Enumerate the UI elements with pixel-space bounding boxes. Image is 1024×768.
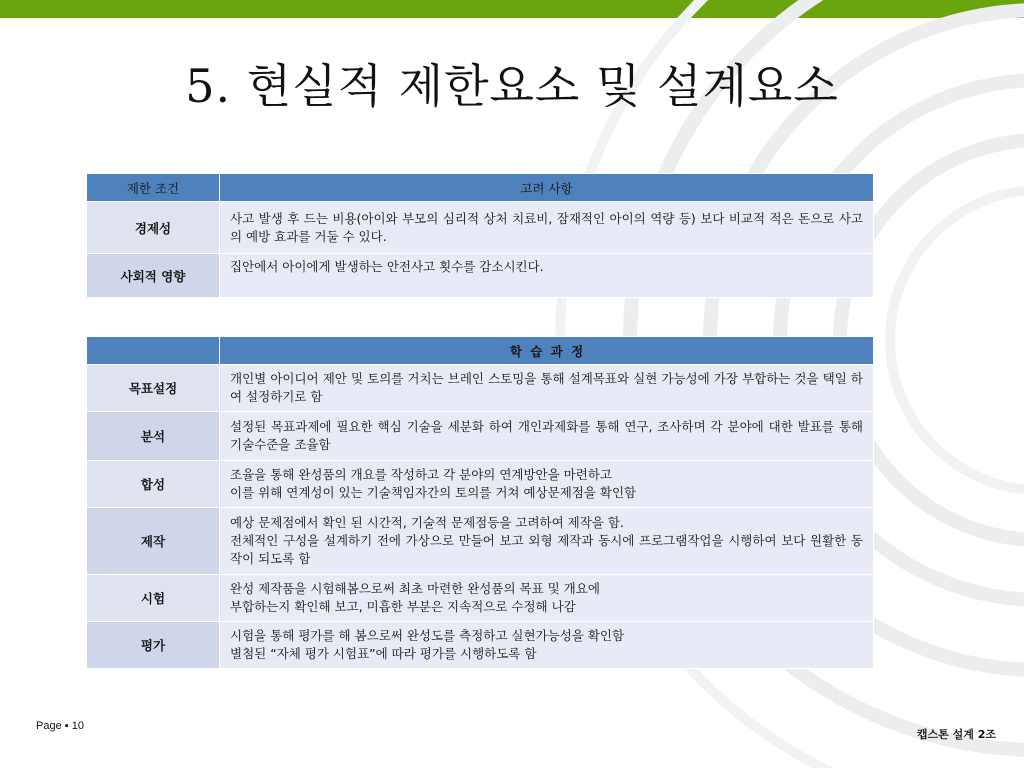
description-line: 별첨된 “자체 평가 시험표”에 따라 평가를 시행하도록 함	[230, 646, 537, 661]
table-row	[87, 254, 874, 298]
table-header-row	[87, 174, 874, 202]
description-line: 조율을 통해 완성품의 개요를 작성하고 각 분야의 연계방안을 마련하고	[230, 467, 612, 482]
row-description	[220, 622, 874, 669]
page-title: 5. 현실적 제한요소 및 설계요소	[185, 59, 839, 113]
description-line: 예상 문제점에서 확인 된 시간적, 기술적 문제점등을 고려하여 제작을 함.	[230, 515, 624, 530]
description-line: 완성 제작품을 시험해봄으로써 최초 마련한 완성품의 목표 및 개요에	[230, 581, 600, 596]
column-header: 고려 사항	[220, 174, 874, 202]
row-description	[220, 412, 874, 461]
row-description	[220, 461, 874, 508]
description-line: 개인별 아이디어 제안 및 토의를 거치는 브레인 스토밍을 통해 설계목표와 실현 가능성에 가장 부합하는 것을 택일 하여 설정하기로 함	[230, 371, 863, 404]
description-line: 설정된 목표과제에 필요한 핵심 기술을 세분화 하여 개인과제화를 통해 연구, 조사하며 각 분야에 대한 발표를 통해 기술수준을 조율함	[230, 419, 863, 452]
row-label: 평가	[87, 622, 220, 669]
team-name: 캡스톤 설계 2조	[916, 728, 996, 741]
column-header	[87, 337, 220, 365]
table-row	[87, 575, 874, 622]
row-description	[220, 202, 874, 254]
bullet-icon: ▪	[64, 720, 69, 732]
table-row	[87, 508, 874, 575]
row-label: 시험	[87, 575, 220, 622]
table-row	[87, 365, 874, 412]
page-footer	[36, 720, 84, 732]
row-description	[220, 254, 874, 298]
learning-process-table	[86, 336, 874, 669]
row-label: 분석	[87, 412, 220, 461]
row-label: 목표설정	[87, 365, 220, 412]
column-header: 제한 조건	[87, 174, 220, 202]
table-header-row	[87, 337, 874, 365]
table-row	[87, 412, 874, 461]
description-line: 부합하는지 확인해 보고, 미흡한 부분은 지속적으로 수정해 나감	[230, 599, 576, 614]
page-label: Page	[36, 720, 62, 732]
row-description	[220, 575, 874, 622]
page-number: 10	[71, 720, 84, 732]
description-line: 시험을 통해 평가를 해 봄으로써 완성도를 측정하고 실현가능성을 확인함	[230, 628, 625, 643]
description-line: 전체적인 구성을 설계하기 전에 가상으로 만들어 보고 외형 제작과 동시에 프로그램작업을 시행하여 보다 원활한 동작이 되도록 함	[230, 533, 863, 566]
table-row	[87, 461, 874, 508]
description-line: 이를 위해 연계성이 있는 기술책임자간의 토의를 거쳐 예상문제점을 확인함	[230, 485, 637, 500]
description-line: 사고 발생 후 드는 비용(아이와 부모의 심리적 상처 치료비, 잠재적인 아이의 역량 등) 보다 비교적 적은 돈으로 사고의 예방 효과를 거둘 수 있다.	[230, 210, 863, 244]
table-row	[87, 622, 874, 669]
column-header: 학 습 과 정	[220, 337, 874, 365]
row-description	[220, 365, 874, 412]
row-label: 경제성	[87, 202, 220, 254]
row-description	[220, 508, 874, 575]
row-label: 사회적 영향	[87, 254, 220, 298]
constraints-table	[86, 173, 874, 298]
table-row	[87, 202, 874, 254]
description-line: 집안에서 아이에게 발생하는 안전사고 횟수를 감소시킨다.	[230, 259, 544, 274]
row-label: 합성	[87, 461, 220, 508]
row-label: 제작	[87, 508, 220, 575]
